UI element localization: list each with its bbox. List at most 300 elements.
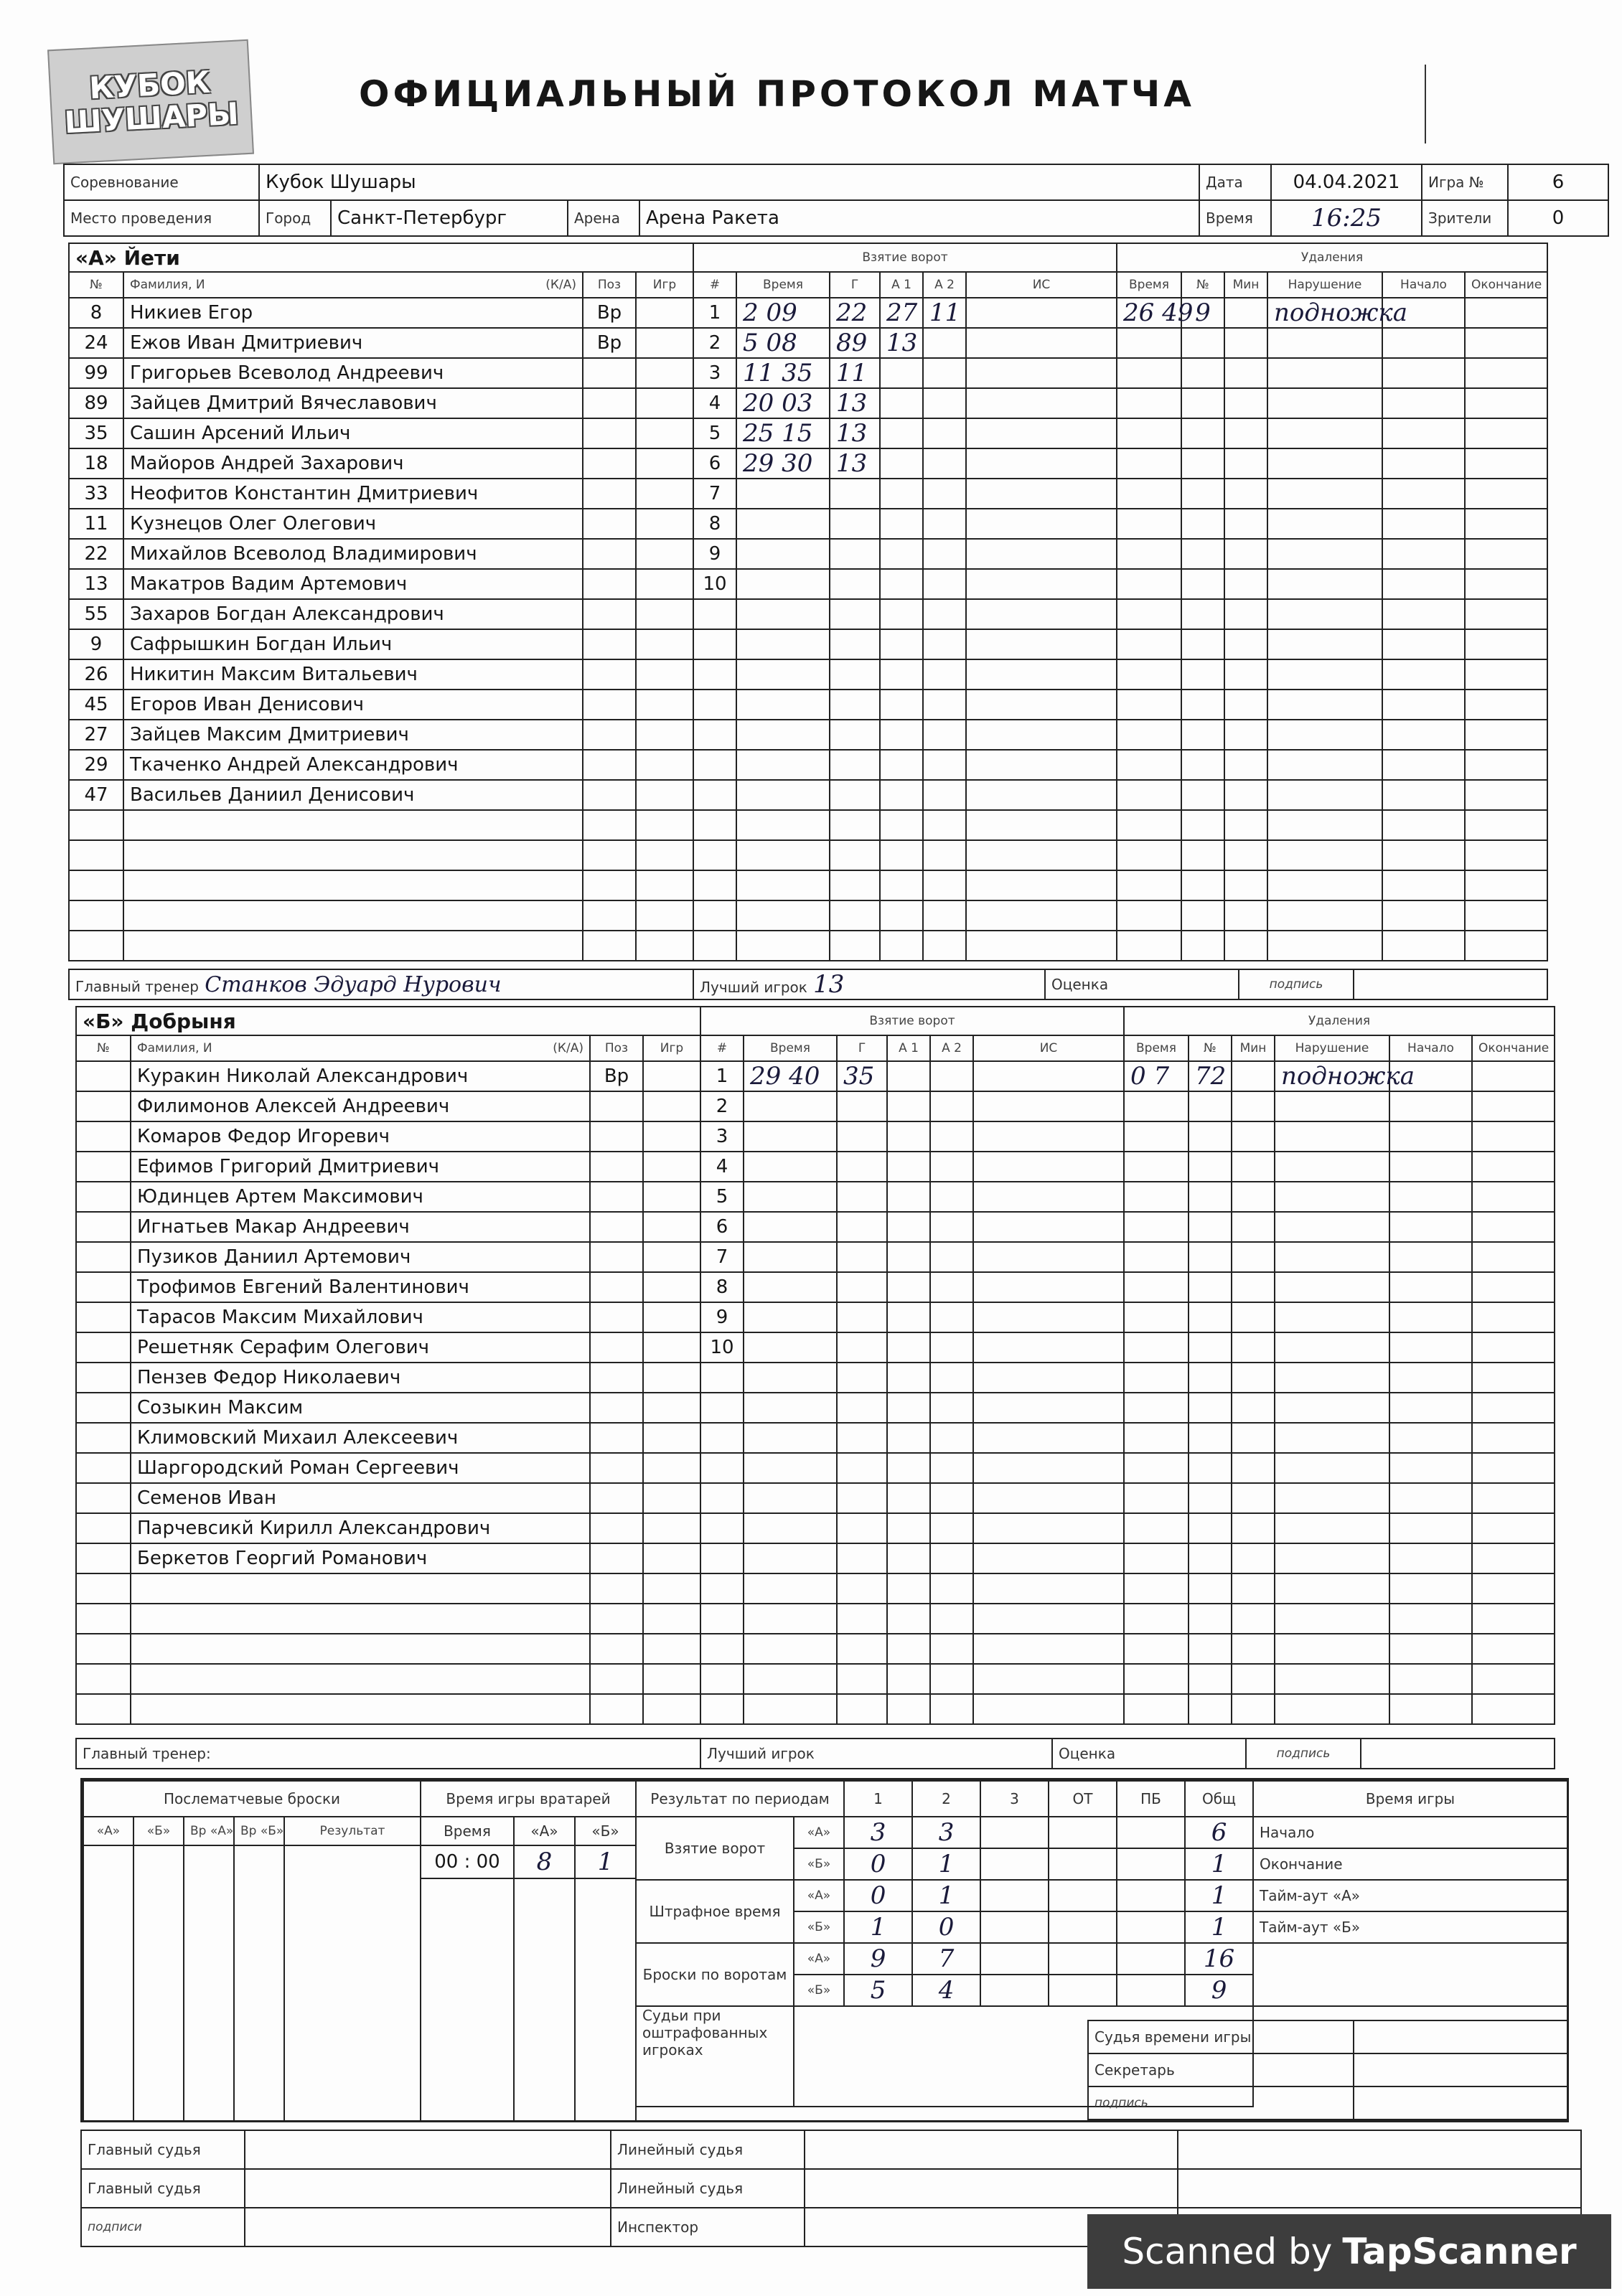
goal-scorer — [830, 900, 880, 931]
player-row — [76, 1393, 700, 1423]
goal-row — [693, 870, 1117, 900]
player-row — [69, 931, 693, 961]
goal-situation — [973, 1664, 1124, 1694]
penalty-cell — [1181, 328, 1224, 358]
penalty-cell — [1267, 509, 1382, 539]
goal-scorer — [837, 1604, 887, 1634]
logo-line2: ШУШАРЫ — [63, 95, 240, 141]
goals-b-total: 1 — [1185, 1848, 1253, 1880]
player-row — [69, 448, 693, 479]
goal-time: 29 40 — [744, 1061, 837, 1091]
goal-assist-1 — [887, 1664, 930, 1694]
penalty-row — [1124, 1332, 1555, 1363]
goal-assist-2 — [930, 1061, 973, 1091]
player-number — [76, 1091, 131, 1121]
penalty-cell — [1117, 418, 1181, 448]
penalty-row — [1124, 1664, 1555, 1694]
penalty-cell — [1275, 1182, 1389, 1212]
penalty-cell — [1472, 1302, 1555, 1332]
goal-scorer — [830, 539, 880, 569]
player-number — [76, 1483, 131, 1513]
penalty-cell — [1267, 328, 1382, 358]
goal-row — [693, 509, 1117, 539]
penalty-cell — [1232, 1363, 1275, 1393]
arena-value: Арена Ракета — [639, 200, 1199, 236]
penalty-row — [1117, 810, 1547, 840]
player-row — [69, 298, 693, 328]
penalty-end — [1472, 1061, 1555, 1091]
penalty-row — [1124, 1393, 1555, 1423]
penalty-cell — [1389, 1453, 1472, 1483]
goal-number — [700, 1453, 744, 1483]
penalty-cell — [1117, 659, 1181, 690]
penalty-cell — [1117, 328, 1181, 358]
penalty-cell — [1472, 1483, 1555, 1513]
player-name: Комаров Федор Игоревич — [131, 1121, 590, 1152]
goal-row — [700, 1604, 1124, 1634]
player-position — [583, 690, 636, 720]
goal-scorer: 13 — [830, 448, 880, 479]
penalty-cell — [1181, 720, 1224, 750]
goal-situation — [973, 1152, 1124, 1182]
goal-assist-2 — [930, 1634, 973, 1664]
goal-scorer: 35 — [837, 1061, 887, 1091]
player-position — [583, 388, 636, 418]
penalty-cell — [1232, 1091, 1275, 1121]
penalty-cell — [1465, 358, 1547, 388]
penalty-row — [1117, 328, 1547, 358]
player-position — [590, 1513, 643, 1543]
goal-time — [744, 1091, 837, 1121]
goal-assist-2 — [923, 810, 966, 840]
goal-number — [693, 900, 736, 931]
goal-assist-1 — [880, 931, 923, 961]
goal-situation — [973, 1302, 1124, 1332]
player-row — [76, 1664, 700, 1694]
player-number — [76, 1242, 131, 1272]
goal-assist-2 — [923, 720, 966, 750]
penalty-row — [1124, 1091, 1555, 1121]
goal-row — [693, 569, 1117, 599]
player-name: Решетняк Серафим Олегович — [131, 1332, 590, 1363]
penalty-cell — [1189, 1664, 1232, 1694]
penalty-cell — [1465, 870, 1547, 900]
goal-row — [700, 1483, 1124, 1513]
goal-scorer — [837, 1182, 887, 1212]
player-games — [636, 358, 693, 388]
city-label: Город — [259, 200, 331, 236]
player-name: Тарасов Максим Михайлович — [131, 1302, 590, 1332]
player-name: Беркетов Георгий Романович — [131, 1543, 590, 1573]
player-name: Семенов Иван — [131, 1483, 590, 1513]
competition-value: Кубок Шушары — [259, 164, 1199, 200]
goal-time — [736, 750, 830, 780]
timeout-b: Тайм-аут «Б» — [1253, 1911, 1567, 1943]
penalty-cell — [1472, 1694, 1555, 1724]
player-name — [131, 1634, 590, 1664]
goal-row — [693, 659, 1117, 690]
penalty-cell — [1117, 750, 1181, 780]
goal-row — [700, 1513, 1124, 1543]
goal-row — [700, 1061, 1124, 1091]
penalty-row — [1117, 720, 1547, 750]
penalty-cell — [1232, 1604, 1275, 1634]
goal-scorer — [837, 1634, 887, 1664]
goal-row — [693, 900, 1117, 931]
penalty-cell — [1275, 1332, 1389, 1363]
player-name: Пензев Федор Николаевич — [131, 1363, 590, 1393]
goal-row — [700, 1573, 1124, 1604]
goal-col-a2: А 2 — [930, 1035, 973, 1061]
penalty-cell — [1382, 599, 1465, 629]
goal-row — [700, 1423, 1124, 1453]
goal-situation — [966, 599, 1117, 629]
player-row — [76, 1423, 700, 1453]
penalty-cell — [1124, 1513, 1189, 1543]
penalty-cell — [1389, 1182, 1472, 1212]
goal-row — [700, 1694, 1124, 1724]
shots-b-p1: 5 — [844, 1975, 912, 2006]
goal-row — [693, 720, 1117, 750]
penalty-row — [1117, 840, 1547, 870]
timeout-a: Тайм-аут «А» — [1253, 1880, 1567, 1911]
goal-assist-1 — [887, 1363, 930, 1393]
player-row — [76, 1332, 700, 1363]
player-number: 8 — [69, 298, 123, 328]
player-position — [590, 1152, 643, 1182]
goal-assist-1 — [880, 780, 923, 810]
col-pos: Поз — [590, 1035, 643, 1061]
penalty-cell — [1472, 1543, 1555, 1573]
goal-number — [693, 810, 736, 840]
player-name: Ткаченко Андрей Александрович — [123, 750, 583, 780]
penalty-row — [1117, 448, 1547, 479]
penalty-cell — [1382, 328, 1465, 358]
player-name: Никитин Максим Витальевич — [123, 659, 583, 690]
goal-assist-2 — [930, 1332, 973, 1363]
penalty-cell — [1465, 840, 1547, 870]
penalty-cell — [1472, 1332, 1555, 1363]
player-name: Куракин Николай Александрович — [131, 1061, 590, 1091]
pen-a-total: 1 — [1185, 1880, 1253, 1911]
penalties-title: Удаления — [1124, 1007, 1555, 1035]
goal-situation — [966, 810, 1117, 840]
goal-row — [693, 448, 1117, 479]
penalty-cell — [1267, 780, 1382, 810]
col-num: № — [76, 1035, 131, 1061]
player-position — [590, 1634, 643, 1664]
goals-row-label: Взятие ворот — [636, 1817, 794, 1880]
goal-number — [700, 1363, 744, 1393]
player-games — [636, 931, 693, 961]
player-name — [131, 1573, 590, 1604]
penalty-cell — [1382, 539, 1465, 569]
penalty-cell — [1465, 720, 1547, 750]
player-row — [69, 900, 693, 931]
pen-col-min: Мин — [1224, 272, 1267, 298]
player-number: 33 — [69, 479, 123, 509]
goal-situation — [973, 1483, 1124, 1513]
penalty-cell — [1472, 1152, 1555, 1182]
gk-a: 8 — [514, 1845, 575, 1878]
penalty-cell — [1267, 629, 1382, 659]
goal-scorer — [830, 870, 880, 900]
penalty-cell — [1267, 479, 1382, 509]
penalty-cell — [1472, 1604, 1555, 1634]
goal-assist-1 — [887, 1393, 930, 1423]
timekeeper-label: Судья времени игры — [1088, 2020, 1354, 2053]
goal-assist-2 — [930, 1212, 973, 1242]
player-number — [76, 1212, 131, 1242]
penalty-cell — [1472, 1423, 1555, 1453]
penalty-cell — [1181, 900, 1224, 931]
penalty-row — [1117, 569, 1547, 599]
goal-scorer: 13 — [830, 388, 880, 418]
goal-time — [744, 1332, 837, 1363]
player-number — [76, 1363, 131, 1393]
goal-row — [700, 1453, 1124, 1483]
goal-row — [700, 1543, 1124, 1573]
goal-situation — [973, 1453, 1124, 1483]
officials-right — [1087, 2020, 1568, 2120]
penalty-cell — [1232, 1393, 1275, 1423]
goal-number — [693, 780, 736, 810]
player-position — [590, 1423, 643, 1453]
player-row — [76, 1453, 700, 1483]
team-b-mark: «Б» — [794, 1975, 844, 2006]
penalty-cell — [1189, 1604, 1232, 1634]
goal-assist-1 — [880, 750, 923, 780]
penalty-cell — [1267, 931, 1382, 961]
goal-assist-1 — [887, 1302, 930, 1332]
spectators-value: 0 — [1508, 200, 1608, 236]
goal-situation — [966, 690, 1117, 720]
penalty-cell — [1124, 1332, 1189, 1363]
goal-assist-1 — [880, 870, 923, 900]
goal-assist-1 — [880, 900, 923, 931]
player-name: Сашин Арсений Ильич — [123, 418, 583, 448]
penalty-cell — [1181, 479, 1224, 509]
col-num: № — [69, 272, 123, 298]
goal-row — [700, 1634, 1124, 1664]
player-name — [123, 840, 583, 870]
goal-assist-2 — [930, 1393, 973, 1423]
goal-number — [700, 1664, 744, 1694]
goal-assist-1 — [880, 599, 923, 629]
player-position — [590, 1604, 643, 1634]
goal-time: 29 30 — [736, 448, 830, 479]
period-2: 2 — [912, 1781, 980, 1817]
goal-scorer — [837, 1242, 887, 1272]
penalty-cell — [1181, 750, 1224, 780]
player-games — [643, 1152, 700, 1182]
goal-col-time: Время — [736, 272, 830, 298]
goal-time — [744, 1212, 837, 1242]
player-position — [590, 1453, 643, 1483]
player-row — [76, 1061, 700, 1091]
penalty-cell — [1389, 1152, 1472, 1182]
player-name: Майоров Андрей Захарович — [123, 448, 583, 479]
goal-scorer — [830, 690, 880, 720]
goal-number: 9 — [700, 1302, 744, 1332]
penalty-cell — [1275, 1543, 1389, 1573]
goal-row — [700, 1302, 1124, 1332]
goal-scorer — [837, 1212, 887, 1242]
goal-time — [744, 1302, 837, 1332]
goal-number — [700, 1513, 744, 1543]
goal-assist-1 — [880, 569, 923, 599]
team-a-footer — [68, 969, 1548, 1000]
goal-row — [693, 479, 1117, 509]
player-name: Макатров Вадим Артемович — [123, 569, 583, 599]
goal-row — [700, 1242, 1124, 1272]
player-games — [643, 1121, 700, 1152]
goal-situation — [973, 1423, 1124, 1453]
player-name: Ефимов Григорий Дмитриевич — [131, 1152, 590, 1182]
goal-row — [700, 1664, 1124, 1694]
penalty-cell — [1224, 448, 1267, 479]
penalty-cell — [1382, 810, 1465, 840]
penalty-cell — [1232, 1543, 1275, 1573]
gametime-title: Время игры — [1253, 1781, 1567, 1817]
goal-time — [736, 931, 830, 961]
goals-a-p1: 3 — [844, 1817, 912, 1848]
player-number: 13 — [69, 569, 123, 599]
penalty-cell — [1181, 690, 1224, 720]
penalty-cell — [1389, 1272, 1472, 1302]
goal-assist-2 — [923, 539, 966, 569]
penalty-cell — [1124, 1393, 1189, 1423]
goal-situation — [973, 1573, 1124, 1604]
penalty-row — [1117, 629, 1547, 659]
so-col-gkb: Вр «Б» — [234, 1817, 284, 1845]
goal-scorer — [830, 780, 880, 810]
penalty-cell — [1224, 418, 1267, 448]
penalty-row — [1124, 1121, 1555, 1152]
goal-situation — [973, 1543, 1124, 1573]
goal-assist-1 — [887, 1152, 930, 1182]
goal-number — [693, 840, 736, 870]
penalty-cell — [1124, 1453, 1189, 1483]
player-name: Климовский Михаил Алексеевич — [131, 1423, 590, 1453]
goal-scorer: 22 — [830, 298, 880, 328]
goal-number — [693, 931, 736, 961]
penbox-judges-label: Судьи при оштрафованных игроках — [636, 2006, 794, 2107]
penalty-cell — [1224, 720, 1267, 750]
team-a-mark: «А» — [794, 1943, 844, 1975]
player-name — [123, 900, 583, 931]
goal-assist-1 — [887, 1483, 930, 1513]
goal-row — [700, 1272, 1124, 1302]
player-number — [76, 1513, 131, 1543]
goal-situation — [973, 1091, 1124, 1121]
penalty-cell — [1181, 599, 1224, 629]
player-row — [76, 1363, 700, 1393]
penalty-cell — [1382, 750, 1465, 780]
player-position — [590, 1091, 643, 1121]
penalty-cell — [1275, 1573, 1389, 1604]
player-name: Михайлов Всеволод Владимирович — [123, 539, 583, 569]
goal-row — [700, 1332, 1124, 1363]
summary-block — [80, 1778, 1569, 2122]
goal-number: 4 — [693, 388, 736, 418]
goal-assist-1 — [880, 509, 923, 539]
goal-time — [744, 1121, 837, 1152]
goal-situation — [966, 931, 1117, 961]
penalty-cell — [1232, 1634, 1275, 1664]
player-number — [76, 1694, 131, 1724]
goal-assist-2 — [930, 1242, 973, 1272]
player-games — [643, 1423, 700, 1453]
goal-situation — [973, 1513, 1124, 1543]
player-position — [583, 900, 636, 931]
penalty-cell — [1117, 720, 1181, 750]
goal-situation — [966, 448, 1117, 479]
player-number — [69, 870, 123, 900]
player-games — [643, 1694, 700, 1724]
penalty-cell — [1275, 1393, 1389, 1423]
penalty-cell — [1224, 870, 1267, 900]
periods-title: Результат по периодам — [636, 1781, 844, 1817]
penalty-cell — [1117, 870, 1181, 900]
penalty-cell — [1267, 810, 1382, 840]
penalty-cell — [1189, 1272, 1232, 1302]
player-position — [590, 1483, 643, 1513]
penalty-cell — [1267, 388, 1382, 418]
goal-assist-2 — [930, 1483, 973, 1513]
goal-number: 5 — [700, 1182, 744, 1212]
penalty-cell — [1124, 1483, 1189, 1513]
player-position — [583, 750, 636, 780]
penalty-cell — [1389, 1091, 1472, 1121]
player-row — [69, 418, 693, 448]
best-a-label: Лучший игрок — [700, 979, 807, 996]
player-number — [76, 1332, 131, 1363]
player-name — [131, 1604, 590, 1634]
goal-number — [700, 1604, 744, 1634]
penalty-row — [1124, 1242, 1555, 1272]
penalty-cell — [1189, 1182, 1232, 1212]
col-name — [123, 272, 583, 298]
penalty-cell — [1267, 840, 1382, 870]
penalty-row — [1124, 1212, 1555, 1242]
goal-assist-2 — [923, 870, 966, 900]
goal-number — [700, 1694, 744, 1724]
penalty-cell — [1465, 750, 1547, 780]
goal-row — [693, 599, 1117, 629]
player-games — [643, 1483, 700, 1513]
penalty-cell — [1232, 1332, 1275, 1363]
gk-col-a: «А» — [514, 1817, 575, 1845]
penalty-cell — [1189, 1332, 1232, 1363]
penalty-cell — [1124, 1573, 1189, 1604]
penalty-cell — [1117, 448, 1181, 479]
penalty-cell — [1224, 599, 1267, 629]
penalties-title: Удаления — [1117, 243, 1547, 272]
player-games — [643, 1212, 700, 1242]
player-row — [76, 1543, 700, 1573]
goal-row — [693, 931, 1117, 961]
arena-label: Арена — [568, 200, 639, 236]
goal-assist-1 — [887, 1543, 930, 1573]
goal-assist-1 — [880, 690, 923, 720]
goal-assist-2 — [923, 569, 966, 599]
penalty-cell — [1465, 418, 1547, 448]
logo-line1: КУБОК — [88, 64, 212, 106]
penalty-row — [1117, 388, 1547, 418]
gk-b: 1 — [575, 1845, 636, 1878]
player-position — [583, 358, 636, 388]
